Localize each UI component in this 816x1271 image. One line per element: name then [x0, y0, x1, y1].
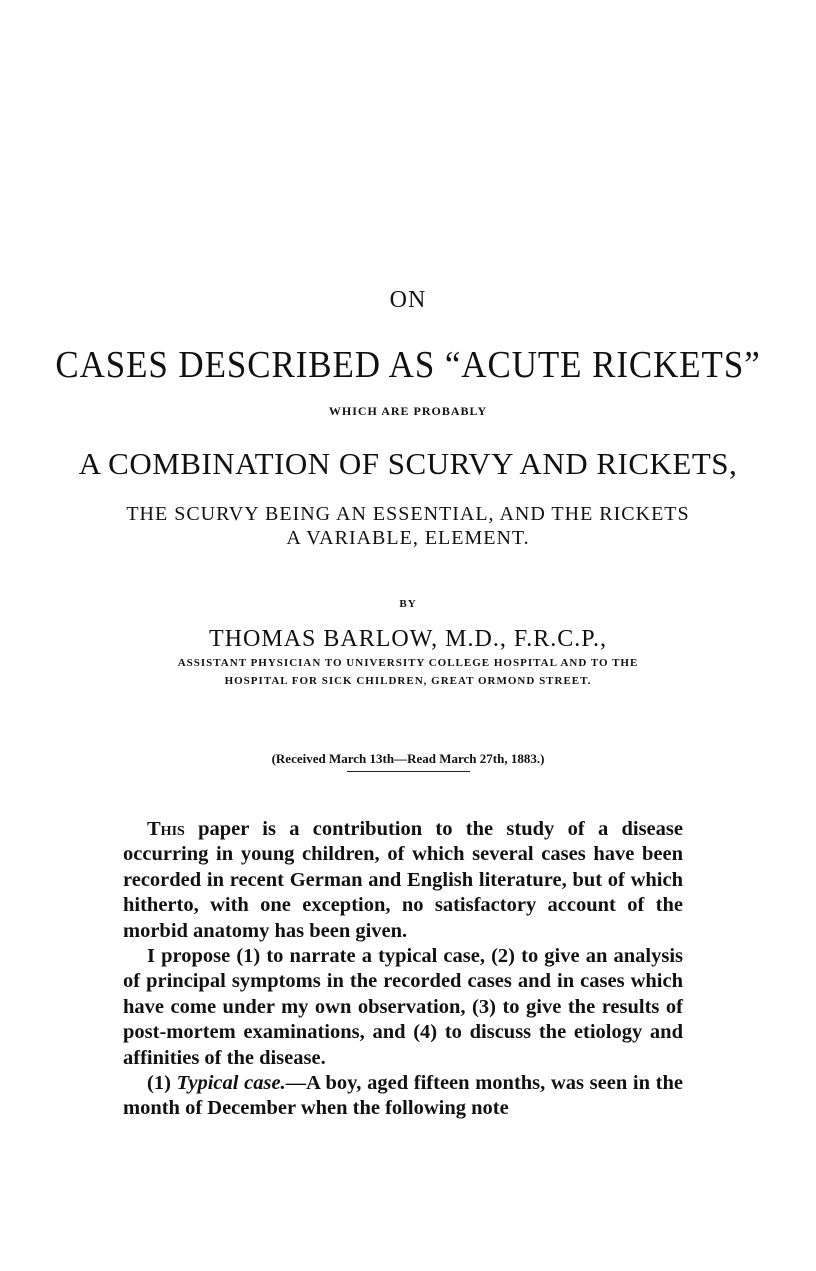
author-name: THOMAS BARLOW, M.D., F.R.C.P., — [209, 626, 607, 652]
heading-on: ON — [389, 287, 427, 313]
subtitle-line-2: A VARIABLE, ELEMENT. — [286, 527, 530, 549]
which-are-probably: WHICH ARE PROBABLY — [328, 404, 488, 418]
divider-rule — [347, 771, 470, 772]
received-date: (Received March 13th—Read March 27th, 1883.) — [271, 751, 545, 766]
section-heading: Typical case. — [176, 1072, 286, 1095]
paragraph-3 — [123, 1071, 683, 1122]
paragraph-1-text: paper is a contribution to the study of a disease occurring in young children, of which several cases have been recorded in recent German and English literature, but of which hitherto, with one exception, no satisfactory account of the morbid anatomy has been given. — [123, 818, 683, 942]
subtitle-line-1: THE SCURVY BEING AN ESSENTIAL, AND THE RICKETS — [126, 503, 690, 525]
paper-title: CASES DESCRIBED AS “ACUTE RICKETS” — [55, 344, 761, 386]
paragraph-3-text: —A boy, aged fifteen months, was seen in the month of December when the following note — [123, 1072, 684, 1120]
paragraph-1 — [123, 817, 683, 944]
affiliation-line-1: ASSISTANT PHYSICIAN TO UNIVERSITY COLLEGE HOSPITAL AND TO THE — [177, 657, 639, 669]
paragraph-2: I propose (1) to narrate a typical case, (2) to give an analysis of principal symptoms in the recorded cases and in cases which have come under my own observation, (3) to give the results of post-mortem examinations, and (4) to discuss the etiology and affinities of the disease. — [123, 945, 683, 1069]
title-combination: A COMBINATION OF SCURVY AND RICKETS, — [78, 446, 738, 481]
section-number: (1) — [147, 1072, 177, 1095]
drop-word: This — [147, 818, 185, 840]
body-text — [123, 817, 683, 1122]
affiliation-line-2: HOSPITAL FOR SICK CHILDREN, GREAT ORMOND STREET. — [224, 675, 592, 687]
by-label: BY — [399, 598, 417, 610]
